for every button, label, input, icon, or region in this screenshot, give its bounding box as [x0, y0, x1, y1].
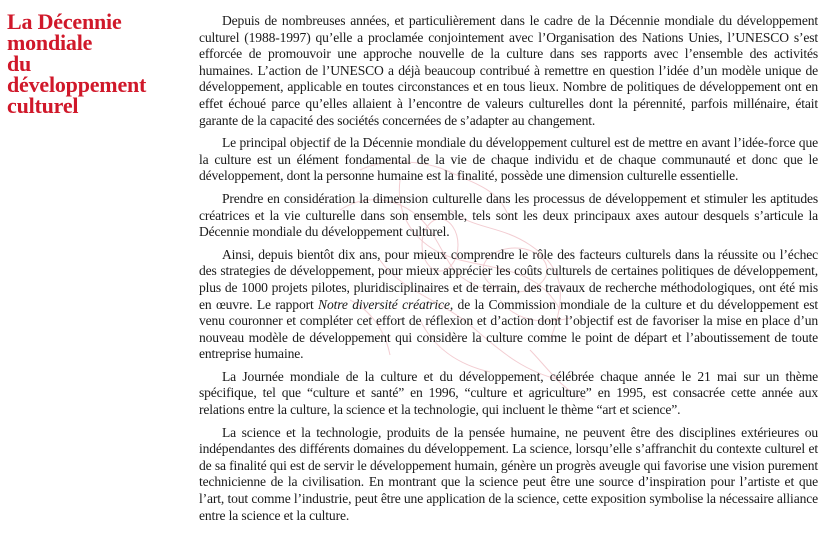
paragraph-1: Depuis de nombreuses années, et particulièrement dans le cadre de la Décennie mondiale du développement culturel (1988-1997) qu’elle a proclamée conjointement avec l’Organisation des Nations Unies, l’UNESCO s’est efforcée de promouvoir une approche nouvelle de la culture dans ses rapports avec l’ensemble des activités humaines. L’action de l’UNESCO a déjà beaucoup contribué à remettre en question l’idée d’un modèle unique de développement, applicable en toutes circonstances et en tous lieux. Nombre de politiques de développement ont en effet échoué parce qu’elles allaient à l’encontre de valeurs culturelles dont la pérennité, parfois millénaire, était garante de la capacité des sociétés concernées de s’adapter au changement.	[199, 13, 818, 128]
sidebar-title-line: culturel	[7, 93, 79, 118]
sidebar-title-line: La Décennie	[7, 9, 122, 34]
paragraph-5: La Journée mondiale de la culture et du développement, célébrée chaque année le 21 mai sur un thème spécifique, tel que “culture et santé” en 1996, “culture et agriculture” en 1995, est consacrée cette année aux relations entre la culture, la science et la technologie, qui incluent le thème “art et science”.	[199, 368, 818, 418]
paragraph-6: La science et la technologie, produits de la pensée humaine, ne peuvent être des disciplines extérieures ou indépendantes des différents domaines du développement. La science, lorsqu’elle s’affranchit du contexte culturel et de sa finalité qui est de servir le développement humain, génère un progrès aveugle qui favorise une vision purement technicienne de la civilisation. En montrant que la science peut être une source d’inspiration pour l’artiste et que l’art, tout comme l’industrie, peut être une application de la science, cette exposition symbolise la nécessaire alliance entre la science et la culture.	[199, 424, 818, 523]
sidebar-title-line: du	[7, 51, 32, 76]
sidebar-title	[7, 11, 192, 116]
sidebar-title-line: développement	[7, 72, 147, 97]
paragraph-4	[199, 247, 818, 363]
sidebar-title-line: mondiale	[7, 30, 93, 55]
paragraph-2: Le principal objectif de la Décennie mondiale du développement culturel est de mettre en avant l’idée-force que la culture est un élément fondamental de la vie de chaque individu et de chaque communauté et donc que le développement, dont la personne humaine est la finalité, possède une dimension culturelle essentielle.	[199, 135, 818, 184]
report-title: Notre diversité créatrice	[318, 296, 450, 312]
article-body	[199, 13, 818, 530]
paragraph-4-part-a: Ainsi, depuis bientôt dix ans, pour mieux comprendre le rôle des facteurs culturels dans la réussite ou l’échec des strategies de développement, pour mieux apprécier les coûts culturels de certaines politiques de développement, plus de 1000 projets pilotes, pluridisciplinaires et de terrain, des travaux de recherche méthodologiques, ont été mis en œuvre. Le rapport	[199, 246, 818, 312]
paragraph-3: Prendre en considération la dimension culturelle dans les processus de développement et stimuler les aptitudes créatrices et la vie culturelle dans son ensemble, tels sont les deux principaux axes autour desquels s’articule la Décennie mondiale du développement culturel.	[199, 190, 818, 240]
paragraph-4-part-b: , de la Commission mondiale de la culture et du développement est venu couronner et compléter cet effort de réflexion et d’action dont l’objectif est de favoriser la mise en place d’un nouveau modèle de développement qui considère la culture comme le point de départ et l’aboutissement de toute entreprise humaine.	[199, 296, 818, 362]
